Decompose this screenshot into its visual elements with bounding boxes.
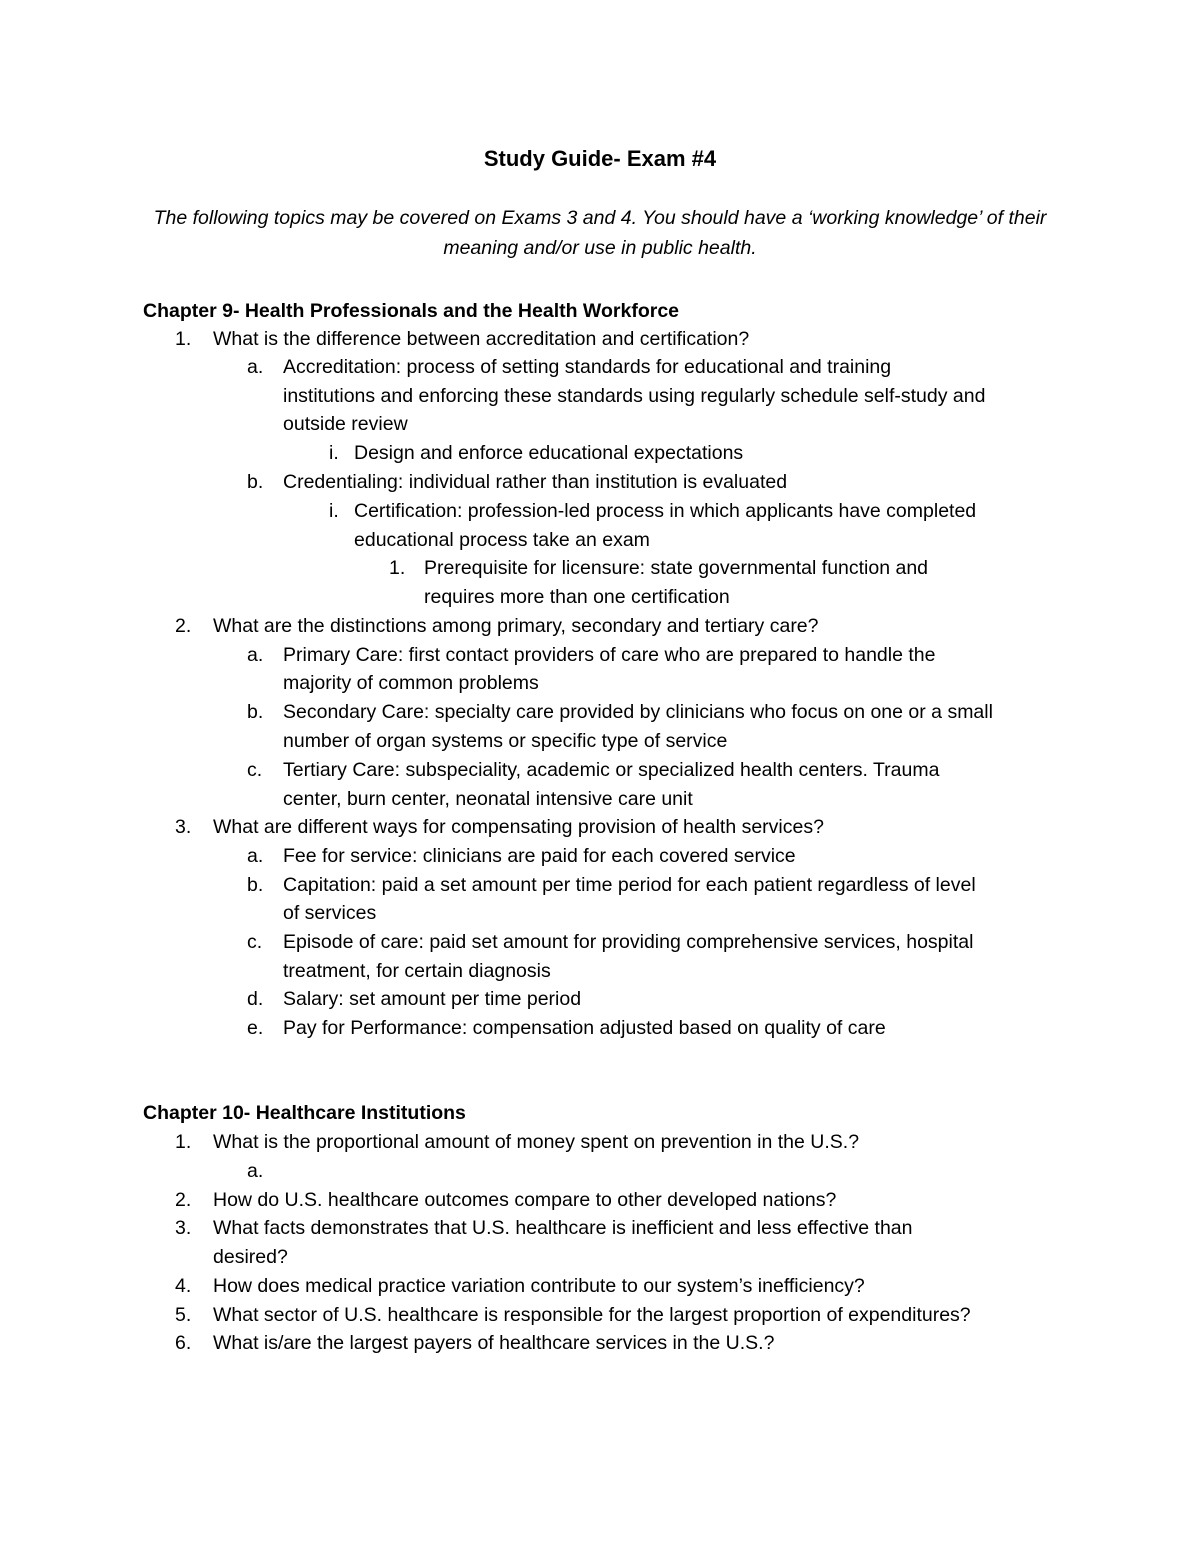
list-marker: c. — [247, 931, 263, 953]
list-marker: 3. — [175, 1217, 192, 1239]
answer-text: number of organ systems or specific type of service — [283, 730, 728, 752]
list-marker: 1. — [175, 328, 192, 350]
answer-text: of services — [283, 902, 377, 924]
list-marker: 2. — [175, 1189, 192, 1211]
list-marker: 4. — [175, 1275, 192, 1297]
answer-text: Salary: set amount per time period — [283, 988, 582, 1010]
list-marker: a. — [247, 845, 264, 867]
document-title: Study Guide- Exam #4 — [483, 146, 717, 171]
list-marker: 1. — [389, 557, 406, 579]
list-marker: 6. — [175, 1332, 192, 1354]
answer-text: majority of common problems — [283, 672, 539, 694]
answer-text: Primary Care: first contact providers of care who are prepared to handle the — [283, 644, 936, 666]
question-text: What sector of U.S. healthcare is responsible for the largest proportion of expenditures? — [213, 1304, 971, 1326]
answer-text: treatment, for certain diagnosis — [283, 960, 551, 982]
answer-text: Prerequisite for licensure: state governmental function and — [424, 557, 929, 579]
question-text: How do U.S. healthcare outcomes compare to other developed nations? — [213, 1189, 837, 1211]
list-marker: a. — [247, 1160, 264, 1182]
answer-text: institutions and enforcing these standards using regularly schedule self-study and — [283, 385, 986, 407]
list-marker: e. — [247, 1017, 264, 1039]
list-marker: 1. — [175, 1131, 192, 1153]
question-text: What are the distinctions among primary, secondary and tertiary care? — [213, 615, 819, 637]
chapter-9-heading: Chapter 9- Health Professionals and the Health Workforce — [143, 300, 680, 322]
list-marker: d. — [247, 988, 264, 1010]
question-text: What are different ways for compensating provision of health services? — [213, 816, 824, 838]
question-text: desired? — [213, 1246, 288, 1268]
answer-text: Accreditation: process of setting standards for educational and training — [283, 356, 892, 378]
answer-text: Certification: profession-led process in which applicants have completed — [354, 500, 977, 522]
list-marker: b. — [247, 701, 264, 723]
answer-text: requires more than one certification — [424, 586, 730, 608]
list-marker: b. — [247, 874, 264, 896]
answer-text: Pay for Performance: compensation adjusted based on quality of care — [283, 1017, 886, 1039]
list-marker: 3. — [175, 816, 192, 838]
list-marker: c. — [247, 759, 263, 781]
answer-text: Credentialing: individual rather than institution is evaluated — [283, 471, 788, 493]
chapter-10-heading: Chapter 10- Healthcare Institutions — [143, 1102, 466, 1124]
answer-text: Design and enforce educational expectations — [354, 442, 744, 464]
question-text: What is the proportional amount of money spent on prevention in the U.S.? — [213, 1131, 860, 1153]
answer-text: Fee for service: clinicians are paid for each covered service — [283, 845, 796, 867]
list-marker: 5. — [175, 1304, 192, 1326]
list-marker: a. — [247, 644, 264, 666]
question-text: What is the difference between accreditation and certification? — [213, 328, 750, 350]
answer-text: center, burn center, neonatal intensive care unit — [283, 788, 693, 810]
answer-text: Secondary Care: specialty care provided by clinicians who focus on one or a small — [283, 701, 993, 723]
list-marker: a. — [247, 356, 264, 378]
list-marker: b. — [247, 471, 264, 493]
answer-text: Capitation: paid a set amount per time period for each patient regardless of level — [283, 874, 976, 896]
answer-text: Tertiary Care: subspeciality, academic or specialized health centers. Trauma — [283, 759, 940, 781]
list-marker: 2. — [175, 615, 192, 637]
list-marker: i. — [329, 500, 339, 522]
answer-text: outside review — [283, 413, 408, 435]
list-marker: i. — [329, 442, 339, 464]
answer-text: educational process take an exam — [354, 529, 650, 551]
question-text: What facts demonstrates that U.S. healthcare is inefficient and less effective than — [213, 1217, 913, 1239]
question-text: What is/are the largest payers of healthcare services in the U.S.? — [213, 1332, 775, 1354]
answer-text: Episode of care: paid set amount for providing comprehensive services, hospital — [283, 931, 974, 953]
intro-text: The following topics may be covered on Exams 3 and 4. You should have a ‘working knowledge’ of their meaning and/or use in public health. — [153, 207, 1047, 259]
question-text: How does medical practice variation contribute to our system’s inefficiency? — [213, 1275, 865, 1297]
